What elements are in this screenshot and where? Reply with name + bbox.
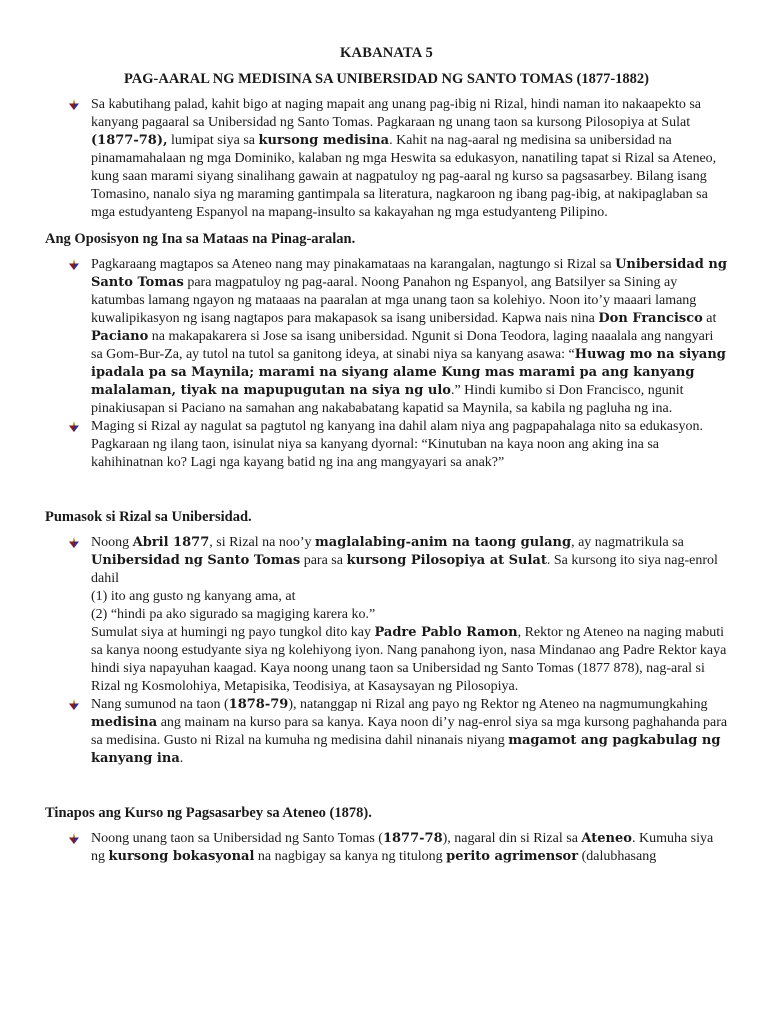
arrow-bullet-icon [69,699,79,710]
reason-line-2: (2) “hindi pa ako sigurado sa magiging karera ko.” [91,607,376,622]
section-heading-pumasok: Pumasok si Rizal sa Unibersidad. [45,509,252,525]
section1-paragraph-1: Pagkaraang magtapos sa Ateneo nang may pinakamataas na karangalan, nagtungo si Rizal sa Unibersidad ng Santo Tomas para magpatuloy ng pag-aaral. Noong Panahon ng Espanyol, ang Batsilyer sa Sining ay katumbas lamang ngayon ng mataaas na paaralan at mga unang taon sa kolehiyo. Noon ito’y maaari lamang kuwalipikasyon ng isang nagtapos para makapasok sa isang unibersidad. Kapwa nais nina Don Francisco at Paciano na makapakarera si Jose sa isang unibersidad. Ngunit si Dona Teodora, laging naaalala ang nangyari sa Gom-Bur-Za, ay tutol na tutol sa ganitong ideya, at sinabi niya sa kanyang asawa: “Huwag mo na siyang ipadala pa sa Maynila; marami na siyang alame Kung mas marami pa ang kanyang malalaman, tiyak na mapupugutan na siya ng ulo.” Hindi kumibo si Don Francisco, ngunit pinakiusapan si Paciano na samahan ang nakababatang kapatid sa Maynila, sa kabila ng pagluha ng ina. [91,257,727,416]
reason-line-1: (1) ito ang gusto ng kanyang ama, at [91,589,296,604]
chapter-title: KABANATA 5 [340,45,433,61]
list-item [91,418,728,472]
section2-paragraph-1: Noong Abril 1877, si Rizal na noo’y maglalabing-anim na taong gulang, ay nagmatrikula sa Unibersidad ng Santo Tomas para sa kursong Pilosopiya at Sulat. Sa kursong ito siya nag-enrol dahil [91,535,718,586]
arrow-bullet-icon [69,421,79,432]
arrow-bullet-icon [69,833,79,844]
list-item [91,696,728,768]
list-item [91,534,728,696]
section3-paragraph-1: Noong unang taon sa Unibersidad ng Santo Tomas (1877-78), nagaral din si Rizal sa Ateneo. Kumuha siya ng kursong bokasyonal na nagbigay sa kanya ng titulong perito agrimensor (dalubhasang [91,831,714,864]
arrow-bullet-icon [69,259,79,270]
section3-list [45,830,728,866]
arrow-bullet-icon [69,537,79,548]
section1-paragraph-2: Maging si Rizal ay nagulat sa pagtutol ng kanyang ina dahil alam niya ang pagpapahalaga nito sa edukasyon. Pagkaraan ng ilang taon, isinulat niya sa kanyang dyornal: “Kinutuban na kaya noon ang aking ina sa kahihinatnan ko? Lagi nga kayang batid ng ina ang mangyayari sa anak?” [91,419,703,470]
list-item [91,96,728,222]
section2-list [45,534,728,768]
intro-list [45,96,728,222]
section2-paragraph-1-cont: Sumulat siya at humingi ng payo tungkol dito kay Padre Pablo Ramon, Rektor ng Ateneo na naging mabuti sa kanya noong estudyante siya ng kolehiyong iyon. Nang panahong iyon, nasa Mindanao ang Padre Rektor kaya hindi siya napayuhan kaagad. Kaya noong unang taon sa Unibersidad ng Santo Tomas (1877 878), nag-aral si Rizal ng Kosmolohiya, Metapisika, Teodisiya, at Kasaysayan ng Pilosopiya. [91,625,727,694]
list-item [91,830,728,866]
arrow-bullet-icon [69,99,79,110]
section-heading-tinapos: Tinapos ang Kurso ng Pagsasarbey sa Ateneo (1878). [45,805,372,821]
list-item [91,256,728,418]
chapter-subtitle: PAG-AARAL NG MEDISINA SA UNIBERSIDAD NG SANTO TOMAS (1877-1882) [123,71,650,87]
section-heading-oposisyon: Ang Oposisyon ng Ina sa Mataas na Pinag-aralan. [45,231,356,247]
section2-paragraph-2: Nang sumunod na taon (1878-79), natanggap ni Rizal ang payo ng Rektor ng Ateneo na nagmumungkahing medisina ang mainam na kurso para sa kanya. Kaya noon di’y nag-enrol siya sa mga kursong paghahanda para sa medisina. Gusto ni Rizal na kumuha ng medisina dahil ninanais niyang magamot ang pagkabulag ng kanyang ina. [91,697,728,766]
section1-list [45,256,728,472]
intro-paragraph: Sa kabutihang palad, kahit bigo at naging mapait ang unang pag-ibig ni Rizal, hindi naman ito nakaapekto sa kanyang pagaaral sa Unibersidad ng Santo Tomas. Pagkaraan ng unang taon sa kursong Pilosopiya at Sulat (1877-78), lumipat siya sa kursong medisina. Kahit na nag-aaral ng medisina sa unibersidad na pinamamahalaan ng mga Dominiko, kalaban ng mga Heswita sa edukasyon, nanatiling tapat si Rizal sa Ateneo, kung saan marami siyang sinalihang gawain at nagpatuloy ng pag-aaral ng kurso sa pagsasarbey. Bilang isang Tomasino, nanalo siya ng maraming gantimpala sa literatura, nagkaroon ng ibang pag-ibig, at nakipaglaban sa mga estudyanteng Espanyol na mapang-insulto sa kakayahan ng mga estudyanteng Pilipino. [91,97,717,220]
